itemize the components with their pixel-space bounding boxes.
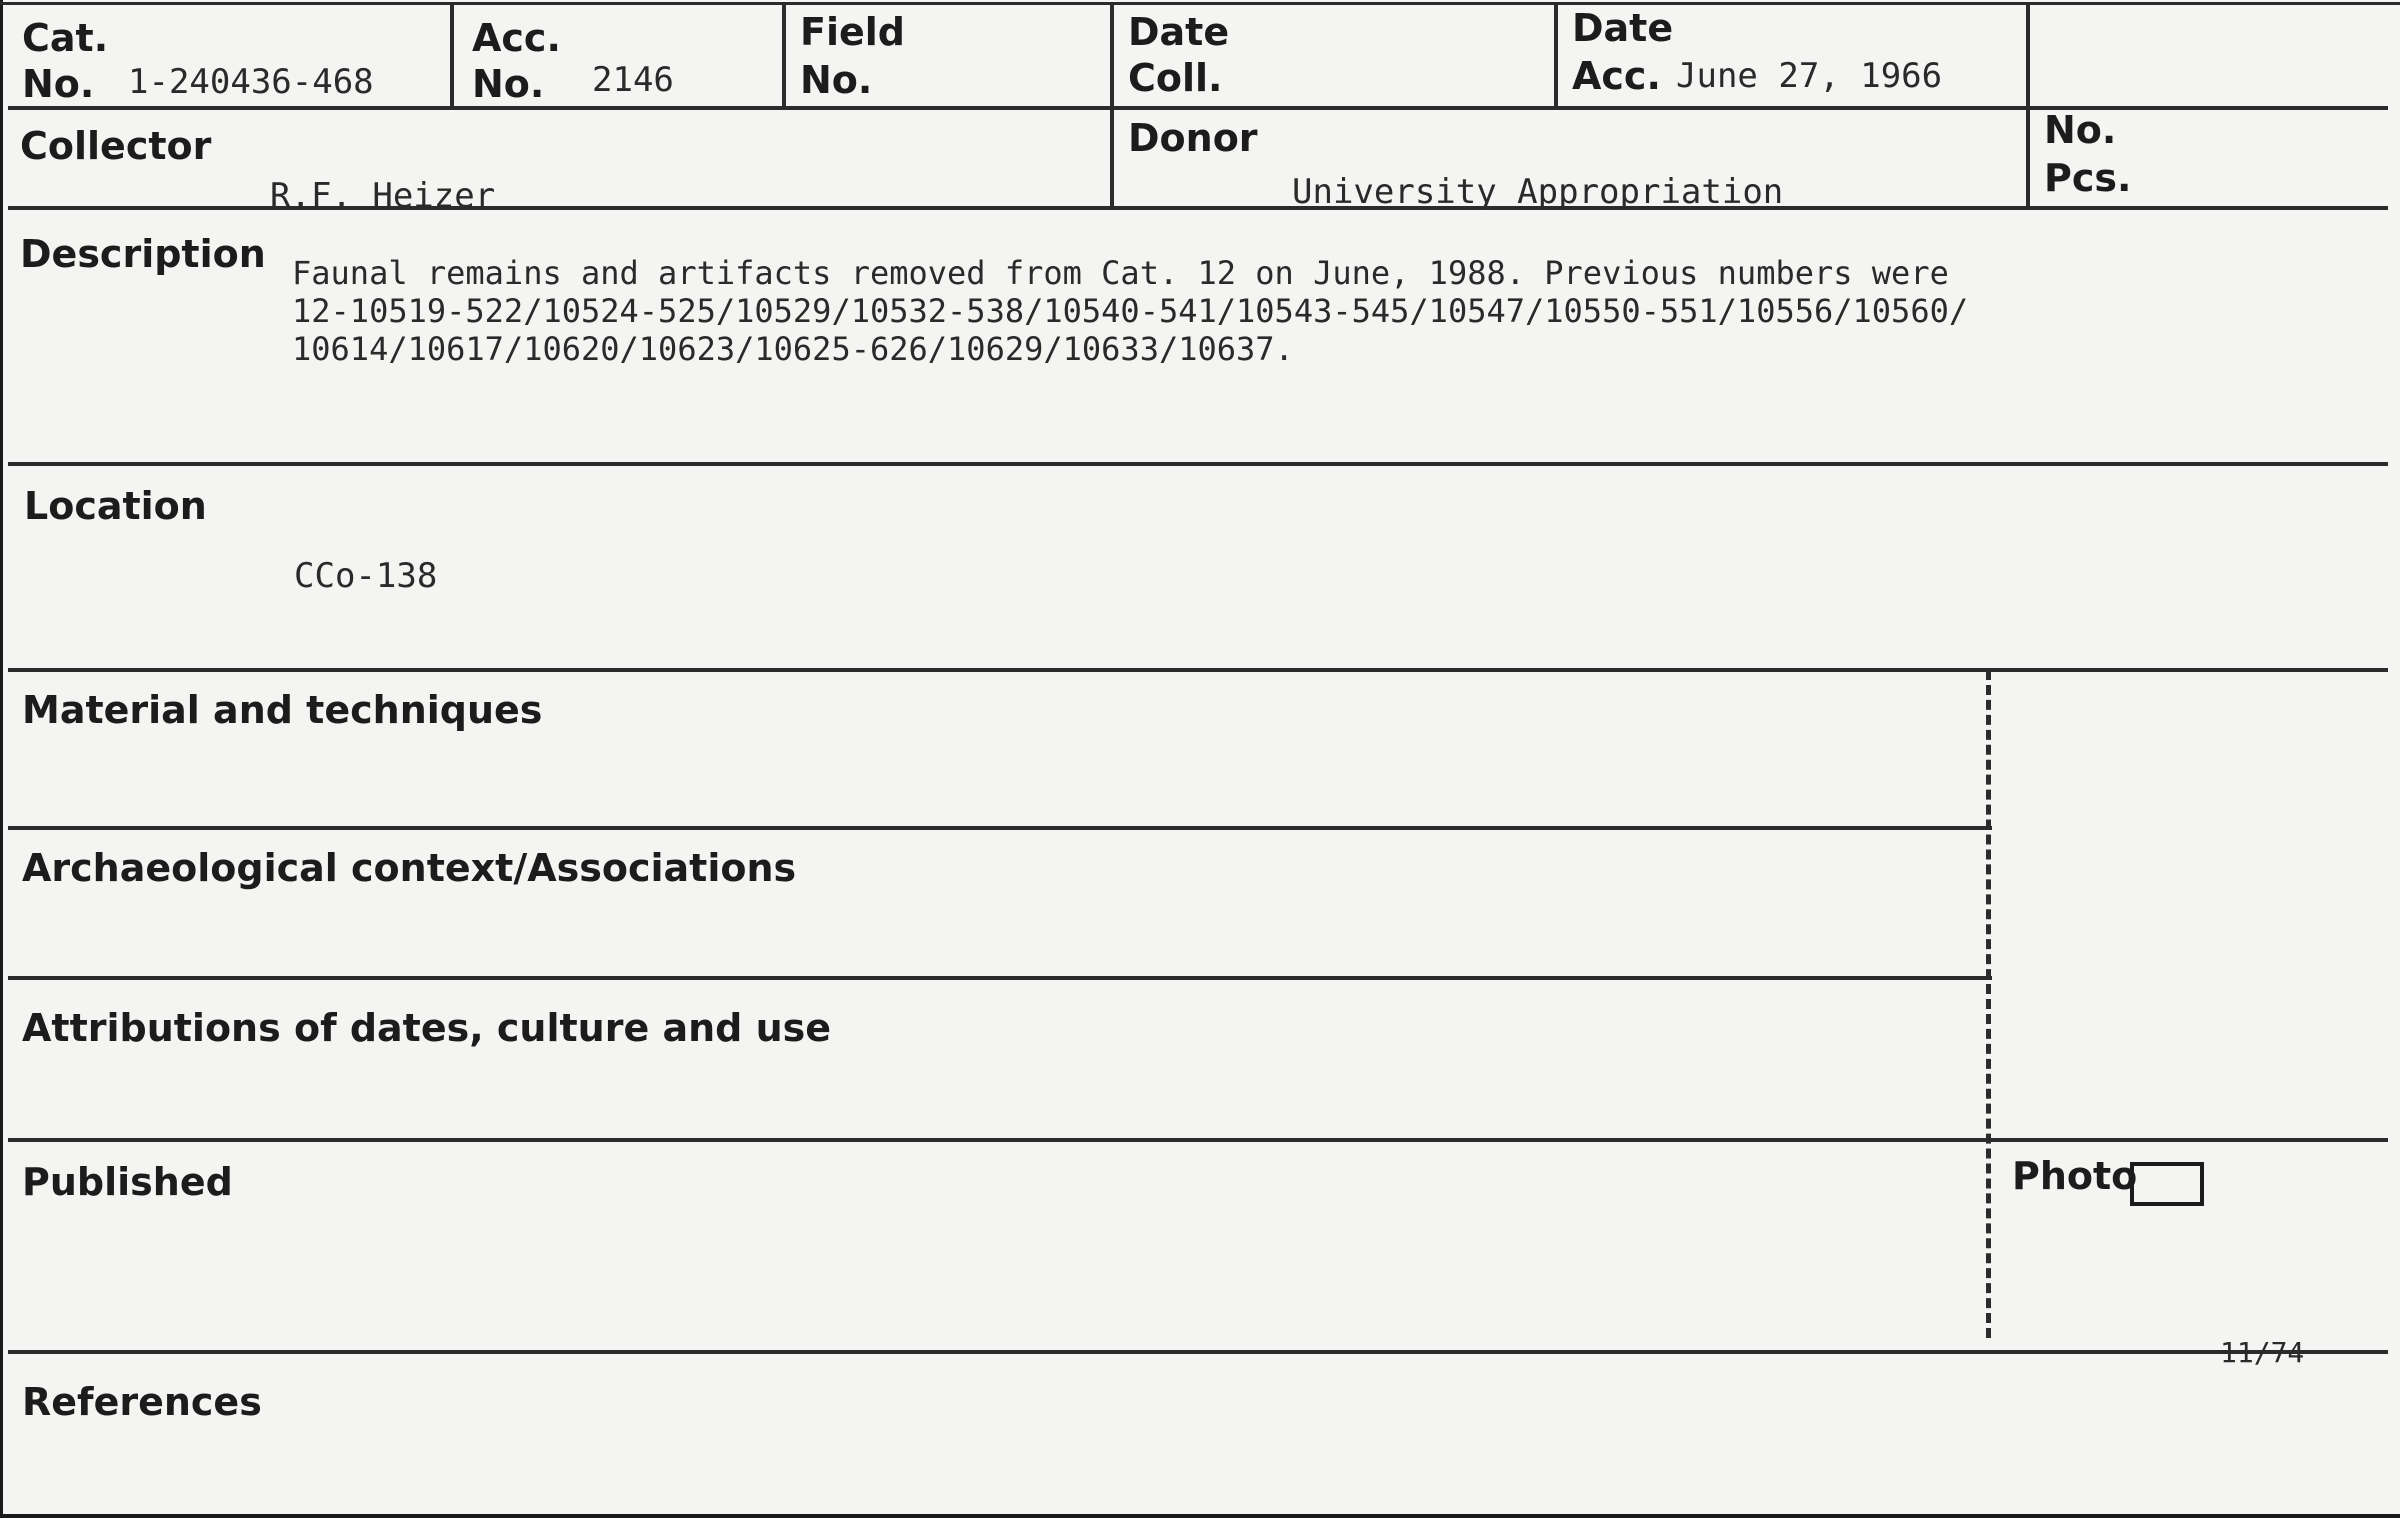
references-label: References (22, 1380, 262, 1424)
dashed-divider (1986, 670, 1991, 1338)
collector-label: Collector (20, 124, 212, 168)
rule-attributions-bottom (8, 1138, 2388, 1142)
description-line-2: 12-10519-522/10524-525/10529/10532-538/10540-541/10543-545/10547/10550-551/10556/10560/ (292, 292, 1969, 330)
description-label: Description (20, 232, 266, 276)
description-line-1: Faunal remains and artifacts removed from Cat. 12 on June, 1988. Previous numbers were (292, 254, 1949, 292)
material-label: Material and techniques (22, 688, 543, 732)
field-no-label: No. (800, 58, 873, 102)
rule-location-bottom (8, 668, 2388, 672)
cat-number: 1-240436-468 (128, 62, 374, 102)
divider-donor-pcs (2026, 106, 2030, 208)
acc-no-label: No. (472, 62, 545, 106)
collector-value: R.F. Heizer (270, 176, 496, 216)
pieces-pcs-label: Pcs. (2044, 156, 2132, 200)
rule-material-bottom (8, 826, 1992, 830)
donor-label: Donor (1128, 116, 1258, 160)
context-label: Archaeological context/Associations (22, 846, 797, 890)
divider-cat-acc (450, 4, 454, 108)
pieces-no-label: No. (2044, 108, 2117, 152)
card-left-edge (0, 0, 3, 1518)
published-label: Published (22, 1160, 233, 1204)
card-bottom-edge (0, 1514, 2400, 1518)
cat-label: Cat. (22, 16, 109, 60)
divider-field-datecoll (1110, 4, 1114, 108)
field-label: Field (800, 10, 905, 54)
footer-note: 11/74 (2220, 1336, 2305, 1369)
divider-collector-donor (1110, 106, 1114, 208)
rule-description-bottom (8, 462, 2388, 466)
rule-published-bottom (8, 1350, 2388, 1354)
divider-acc-field (782, 4, 786, 108)
date-acc-label: Date (1572, 6, 1674, 50)
date-acc-value: June 27, 1966 (1676, 56, 1943, 96)
location-label: Location (24, 484, 207, 528)
rule-context-bottom (8, 976, 1992, 980)
rule-header-bottom (8, 106, 2388, 110)
rule-top (0, 2, 2400, 5)
acc-label: Acc. (472, 16, 561, 60)
divider-datecoll-dateacc (1554, 4, 1558, 108)
description-line-3: 10614/10617/10620/10623/10625-626/10629/10633/10637. (292, 330, 1294, 368)
date-coll-label-2: Coll. (1128, 56, 1223, 100)
acc-number: 2146 (592, 60, 674, 100)
donor-value: University Appropriation (1292, 172, 1784, 212)
cat-no-label: No. (22, 62, 95, 106)
photo-label: Photo (2012, 1154, 2138, 1198)
date-coll-label: Date (1128, 10, 1230, 54)
photo-checkbox[interactable] (2130, 1162, 2204, 1206)
divider-dateacc-pcs (2026, 4, 2030, 108)
location-value: CCo-138 (294, 556, 438, 596)
attributions-label: Attributions of dates, culture and use (22, 1006, 832, 1050)
date-acc-label-2: Acc. (1572, 54, 1661, 98)
